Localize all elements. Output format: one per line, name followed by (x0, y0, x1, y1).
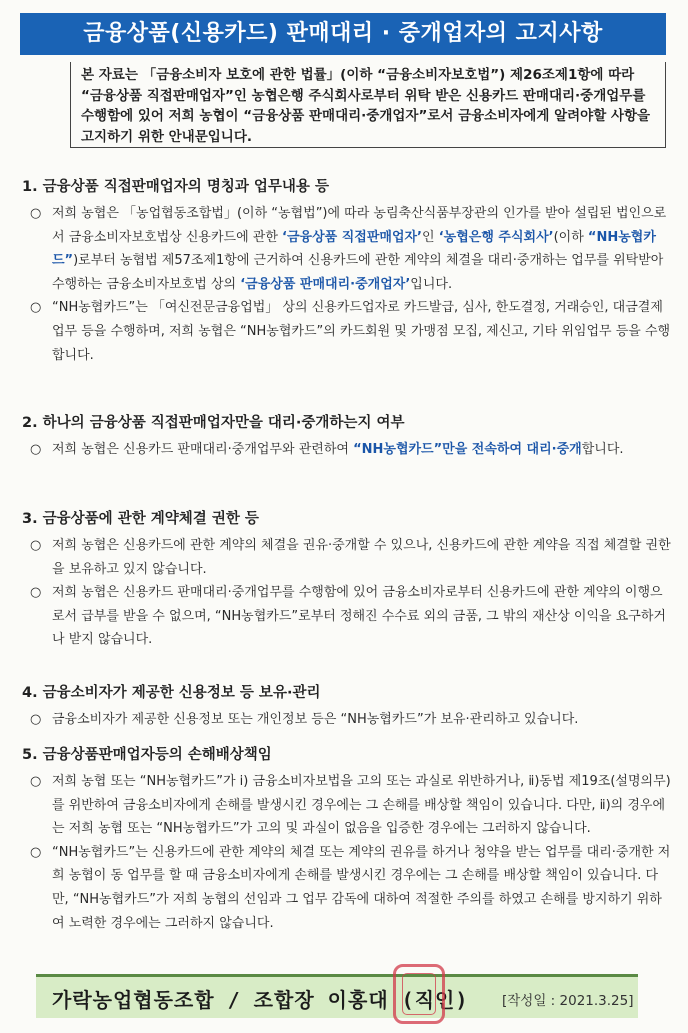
official-seal-icon (393, 964, 445, 1024)
section-heading: 1. 금융상품 직접판매업자의 명칭과 업무내용 등 (22, 179, 329, 195)
list-item: ○ 금융소비자가 제공한 신용정보 또는 개인정보 등은 “NH농협카드”가 보유·관리하고 있습니다. (22, 708, 674, 732)
written-date: [작성일 : 2021.3.25] (502, 993, 634, 1009)
section-heading: 2. 하나의 금융상품 직접판매업자만을 대리·중개하는지 여부 (22, 415, 405, 431)
list-item: ○ 저희 농협은 신용카드 판매대리·중개업무와 관련하여 “NH농협카드”만을 전속하여 대리·중개합니다. (22, 438, 674, 462)
section-4 (22, 682, 674, 732)
list-item: ○ “NH농협카드”는 「여신전문금융업법」 상의 신용카드업자로 카드발급, 심사, 한도결정, 거래승인, 대금결제 업무 등을 수행하며, 저희 농협은 “NH농협카드”의 카드회원 및 가맹점 모집, 제신고, 기타 위임업무 등을 수행합니다. (22, 296, 674, 367)
bullet-icon: ○ (30, 774, 42, 789)
bullet-icon: ○ (30, 844, 42, 860)
page-title: 금융상품(신용카드) 판매대리 · 중개업자의 고지사항 (20, 13, 666, 55)
section-heading: 4. 금융소비자가 제공한 신용정보 등 보유·관리 (22, 685, 321, 701)
list-item: ○ 저희 농협은 신용카드 판매대리·중개업무를 수행함에 있어 금융소비자로부터 신용카드에 관한 계약의 이행으로서 급부를 받을 수 없으며, “NH농협카드”로부터 정해진 수수료 외의 금품, 그 밖의 재산상 이익을 요구하거나 받지 않습니다. (22, 581, 674, 652)
bullet-icon: ○ (30, 585, 42, 601)
list-item: ○ 저희 농협은 「농업협동조합법」(이하 “농협법”)에 따라 농림축산식품부장관의 인가를 받아 설립된 법인으로서 금융소비자보호법상 신용카드에 관한 ‘금융상품 직접판매업자’인 ‘농협은행 주식회사’(이하 “NH농협카드”)로부터 농협법 제57조제1항에 근거하여 신용카드에 관한 계약의 체결을 대리·중개하는 업무를 위탁받아 수행하는 금융소비자보호법 상의 ‘금융상품 판매대리·중개업자’입니다. (22, 202, 674, 296)
list-item: ○ “NH농협카드”는 신용카드에 관한 계약의 체결 또는 계약의 권유를 하거나 청약을 받는 업무를 대리·중개한 저희 농협이 동 업무를 할 때 금융소비자에게 손해를 발생시킨 경우에는 그 손해를 배상할 책임이 있습니다. 다만, “NH농협카드”가 저희 농협의 선임과 그 업무 감독에 대하여 적절한 주의를 하였고 손해를 방지하기 위하여 노력한 경우에는 그러하지 않습니다. (22, 841, 674, 935)
list-item: ○ 저희 농협 또는 “NH농협카드”가 ⅰ) 금융소비자보법을 고의 또는 과실로 위반하거나, ⅱ)동법 제19조(설명의무)를 위반하여 금융소비자에게 손해를 발생시킨 경우에는 그 손해를 배상할 책임이 있습니다. 다만, ⅱ)의 경우에는 저희 농협 또는 “NH농협카드”가 고의 및 과실이 없음을 입증한 경우에는 그러하지 않습니다. (22, 770, 674, 841)
intro-notice: 본 자료는 「금융소비자 보호에 관한 법률」(이하 “금융소비자보호법”) 제26조제1항에 따라 “금융상품 직접판매업자”인 농협은행 주식회사로부터 위탁 받은 신용카드 판매대리·중개업무를 수행함에 있어 저희 농협이 “금융상품 판매대리·중개업자”로서 금융소비자에게 알려야할 사항을 고지하기 위한 안내문입니다. (70, 62, 666, 148)
bullet-icon: ○ (30, 712, 42, 727)
section-5 (22, 744, 674, 935)
section-heading: 3. 금융상품에 관한 계약체결 권한 등 (22, 511, 259, 527)
section-1 (22, 176, 674, 367)
bullet-icon: ○ (30, 300, 42, 316)
signature-footer (36, 974, 638, 1018)
bullet-icon: ○ (30, 442, 42, 457)
bullet-icon: ○ (30, 538, 42, 553)
section-2 (22, 412, 674, 462)
signature-line: 가락농업협동조합 / 조합장 이홍대 (직인) (52, 988, 469, 1012)
list-item: ○ 저희 농협은 신용카드에 관한 계약의 체결을 권유·중개할 수 있으나, 신용카드에 관한 계약을 직접 체결할 권한을 보유하고 있지 않습니다. (22, 534, 674, 581)
seal-inner-border (402, 973, 436, 1015)
section-3 (22, 508, 674, 652)
bullet-icon: ○ (30, 206, 42, 221)
section-heading: 5. 금융상품판매업자등의 손해배상책임 (22, 747, 272, 763)
